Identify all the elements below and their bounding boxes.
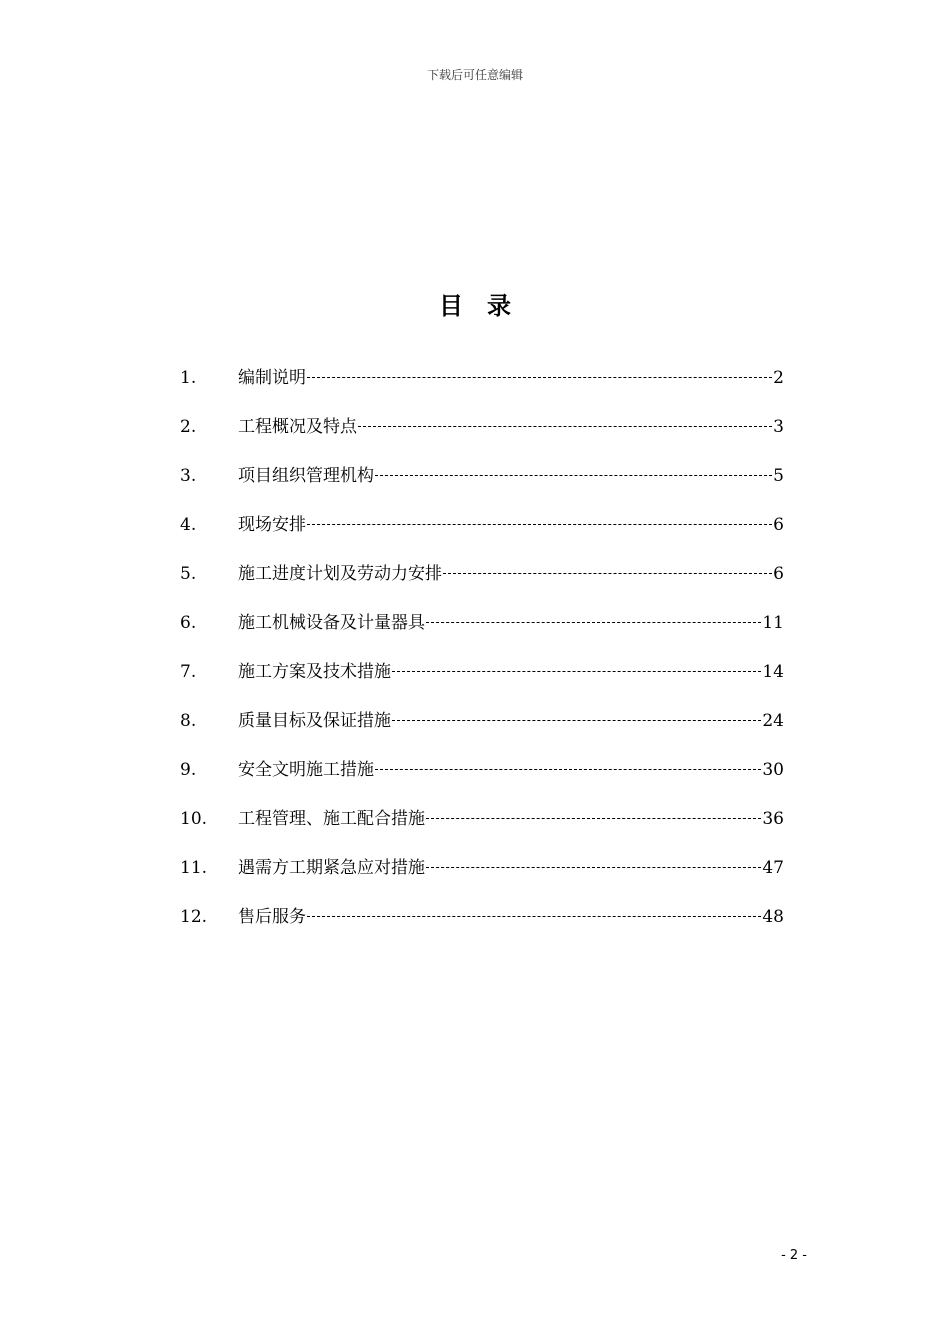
toc-item-number: 7. [180,662,197,682]
toc-item-number: 2. [180,417,197,437]
toc-item[interactable] [180,709,784,758]
toc-item-page: 48 [762,907,784,927]
header-note: 下载后可任意编辑 [426,68,523,82]
toc-leader [375,768,761,770]
toc-item[interactable] [180,905,784,954]
toc-leader [375,474,772,476]
toc-leader [443,572,772,574]
toc-item-text: 工程管理、施工配合措施 [238,809,425,829]
toc-list [180,366,784,954]
toc-leader [426,817,761,819]
toc-leader [307,376,772,378]
toc-item[interactable] [180,366,784,415]
toc-leader [426,621,761,623]
toc-item-number: 6. [180,613,197,633]
toc-item-page: 36 [762,809,784,829]
toc-item[interactable] [180,856,784,905]
toc-item-text: 售后服务 [238,907,306,927]
toc-item[interactable] [180,758,784,807]
toc-item-text: 项目组织管理机构 [238,466,374,486]
page-number: - 2 - [781,1248,807,1263]
toc-leader [392,719,761,721]
toc-item-text: 施工方案及技术措施 [238,662,391,682]
toc-item[interactable] [180,415,784,464]
toc-item-number: 8. [180,711,197,731]
toc-item-number: 3. [180,466,197,486]
toc-leader [392,670,761,672]
toc-item-text: 施工机械设备及计量器具 [238,613,425,633]
toc-item-text: 现场安排 [238,515,306,535]
toc-item-page: 6 [773,564,784,584]
toc-item-number: 9. [180,760,197,780]
toc-item-page: 6 [773,515,784,535]
toc-item-page: 3 [773,417,784,437]
toc-item-number: 11. [180,858,208,878]
toc-item[interactable] [180,562,784,611]
toc-item-number: 4. [180,515,197,535]
toc-item-number: 12. [180,907,208,927]
toc-title: 目录 [439,292,535,320]
toc-item-text: 质量目标及保证措施 [238,711,391,731]
toc-item[interactable] [180,807,784,856]
toc-item-page: 47 [762,858,784,878]
toc-item[interactable] [180,660,784,709]
toc-item-text: 工程概况及特点 [238,417,357,437]
toc-leader [307,523,772,525]
toc-item-page: 30 [762,760,784,780]
toc-item-page: 14 [762,662,784,682]
toc-leader [358,425,772,427]
toc-item-page: 24 [762,711,784,731]
toc-item[interactable] [180,513,784,562]
toc-item-text: 编制说明 [238,368,306,388]
toc-item-number: 5. [180,564,197,584]
toc-item[interactable] [180,611,784,660]
toc-item-text: 遇需方工期紧急应对措施 [238,858,425,878]
toc-item-page: 2 [773,368,784,388]
toc-item-text: 安全文明施工措施 [238,760,374,780]
toc-item-page: 5 [773,466,784,486]
toc-item-text: 施工进度计划及劳动力安排 [238,564,442,584]
toc-item-page: 11 [762,613,784,633]
toc-leader [307,915,761,917]
toc-item-number: 10. [180,809,208,829]
toc-leader [426,866,761,868]
toc-item-number: 1. [180,368,197,388]
toc-item[interactable] [180,464,784,513]
